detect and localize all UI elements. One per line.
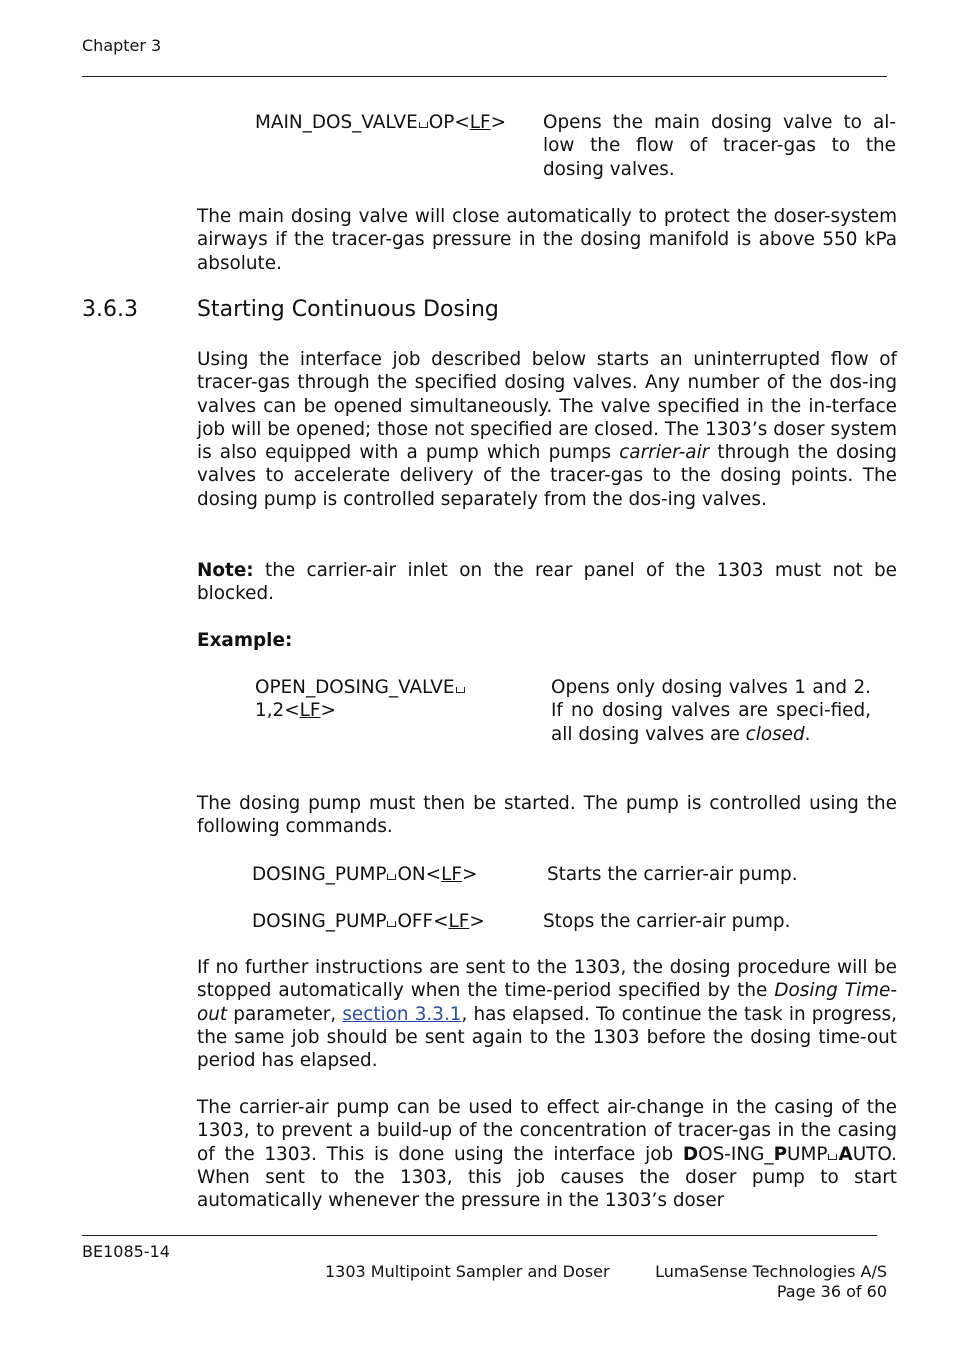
open-dosing-valve-description: Opens only dosing valves 1 and 2. If no dosing valves are speci-fied, all dosing valves are closed. [551, 677, 871, 745]
footer-page-number: Page 36 of 60 [776, 1282, 887, 1301]
section-title: Starting Continuous Dosing [197, 297, 499, 322]
paragraph-further-instructions: If no further instructions are sent to the 1303, the dosing procedure will be stopped automatically when the time-period specified by the Dosing Time-out parameter, section 3.3.1, has elapsed. To continue the task in progress, the same job should be sent again to the 1303 before the dosing time-out period has elapsed. [197, 957, 897, 1072]
footer-rule [82, 1235, 877, 1236]
space-symbol [387, 921, 396, 927]
chapter-header: Chapter 3 [82, 36, 162, 55]
dosing-pump-off-description: Stops the carrier-air pump. [543, 911, 791, 932]
space-symbol [387, 874, 396, 880]
dosing-pump-on-description: Starts the carrier-air pump. [547, 864, 798, 885]
space-symbol [419, 122, 428, 128]
paragraph-dosing-pump: The dosing pump must then be started. The pump is controlled using the following commands. [197, 793, 897, 838]
paragraph-interface-job: Using the interface job described below starts an uninterrupted flow of tracer-gas through the specified dosing valves. Any number of the dos-ing valves can be opened simultaneously. The valve specified in the in-terface job will be opened; those not specified are closed. The 1303’s doser system is also equipped with a pump which pumps carrier-air through the dosing valves to accelerate delivery of the tracer-gas to the dosing points. The dosing pump is controlled separately from the dos-ing valves. [197, 349, 897, 510]
footer-company: LumaSense Technologies A/S [655, 1262, 887, 1281]
space-symbol [828, 1154, 837, 1160]
note-paragraph: Note: the carrier-air inlet on the rear panel of the 1303 must not be blocked. [197, 560, 897, 605]
space-symbol [456, 687, 465, 693]
header-rule [82, 76, 887, 77]
open-dosing-valve-command: OPEN_DOSING_VALVE 1,2<LF> [255, 676, 466, 723]
example-label: Example: [197, 630, 293, 651]
footer-product: 1303 Multipoint Sampler and Doser [325, 1262, 610, 1281]
section-3-3-1-link[interactable]: section 3.3.1 [342, 1003, 462, 1025]
section-number: 3.6.3 [82, 297, 138, 322]
paragraph-carrier-air: The carrier-air pump can be used to effect air-change in the casing of the 1303, to prevent a build-up of the concentration of tracer-gas in the casing of the 1303. This is done using the interface job DOS-ING_PUMP AUTO. When sent to the 1303, this job causes the doser pump to start automatically whenever the pressure in the 1303’s doser [197, 1097, 897, 1212]
main-dos-valve-description: Opens the main dosing valve to al-low the flow of tracer-gas to the dosing valves. [543, 112, 896, 180]
main-dos-valve-command: MAIN_DOS_VALVE OP<LF> [255, 112, 506, 133]
paragraph-valve-close: The main dosing valve will close automatically to protect the doser-system airways if the tracer-gas pressure in the dosing manifold is above 550 kPa absolute. [197, 206, 897, 274]
dosing-pump-on-command: DOSING_PUMP ON<LF> [252, 864, 478, 885]
dosing-pump-off-command: DOSING_PUMP OFF<LF> [252, 911, 485, 932]
footer-doc-id: BE1085-14 [82, 1242, 170, 1261]
